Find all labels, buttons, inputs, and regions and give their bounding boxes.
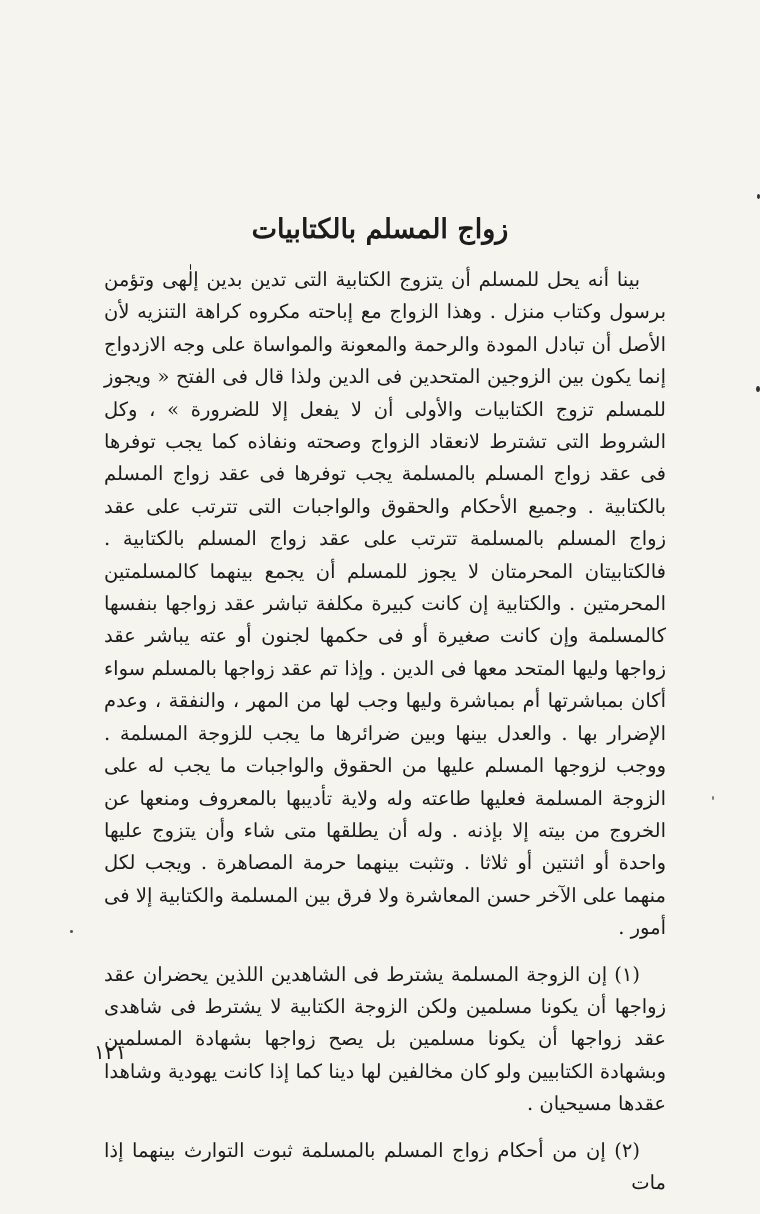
- page-number: ١٢١: [94, 1040, 127, 1064]
- page-title: زواج المسلم بالكتابيات: [251, 214, 509, 245]
- paragraph-3: (٢) إن من أحكام زواج المسلم بالمسلمة ثبوت التوارث بينهما إذا مات: [104, 1138, 666, 1194]
- scan-speck: [756, 386, 760, 392]
- scan-speck: [70, 930, 73, 933]
- body-text: [104, 264, 666, 1199]
- paragraph-1: بينا أنه يحل للمسلم أن يتزوج الكتابية التى تدين بدين إلٰهى وتؤمن برسول وكتاب منزل . وهذا الزواج مع إباحته مكروه كراهة التنزيه لأن الأصل أن تبادل المودة والرحمة والمعونة والمواساة على وجه الازدواج إنما يكون بين الزوجين المتحدين فى الدين ولذا قال فى الفتح « ويجوز للمسلم تزوج الكتابيات والأولى أن لا يفعل إلا للضرورة » ، وكل الشروط التى تشترط لانعقاد الزواج وصحته ونفاذه كما يجب توفرها فى عقد زواج المسلم بالمسلمة يجب توفرها فى عقد زواج المسلم بالكتابية . وجميع الأحكام والحقوق والواجبات التى تترتب على عقد زواج المسلم بالمسلمة تترتب على عقد زواج المسلم بالكتابية . فالكتابيتان المحرمتان لا يجوز للمسلم أن يجمع بينهما كالمسلمتين المحرمتين . والكتابية إن كانت كبيرة مكلفة تباشر عقد زواجها بنفسها كالمسلمة وإن كانت صغيرة أو فى حكمها لجنون أو عته يباشر عقد زواجها وليها المتحد معها فى الدين . وإذا تم عقد زواجها بالمسلم سواء أكان بمباشرتها أم بمباشرة وليها وجب لها من المهر ، والنفقة ، وعدم الإضرار بها . والعدل بينها وبين ضرائرها ما يجب للزوجة المسلمة . ووجب لزوجها المسلم عليها من الحقوق والواجبات ما يجب له على الزوجة المسلمة فعليها طاعته وله ولاية تأديبها بالمعروف ومنعها عن الخروج من بيته إلا بإذنه . وله أن يطلقها متى شاء وأن يتزوج عليها واحدة أو اثنتين أو ثلاثا . وتثبت بينهما حرمة المصاهرة . ويجب لكل منهما على الآخر حسن المعاشرة ولا فرق بين المسلمة والكتابية إلا فى أمور .: [104, 268, 666, 940]
- paragraph-2: (١) إن الزوجة المسلمة يشترط فى الشاهدين اللذين يحضران عقد زواجها أن يكونا مسلمين ولكن الزوجة الكتابية لا يشترط فى شاهدى عقد زواجها أن يكونا مسلمين بل يصح زواجها بشهادة المسلمين وبشهادة الكتابيين ولو كان مخالفين لها دينا كما إذا كانت يهودية وشاهدا عقدها مسيحيان .: [104, 962, 666, 1116]
- scan-speck: [712, 796, 714, 800]
